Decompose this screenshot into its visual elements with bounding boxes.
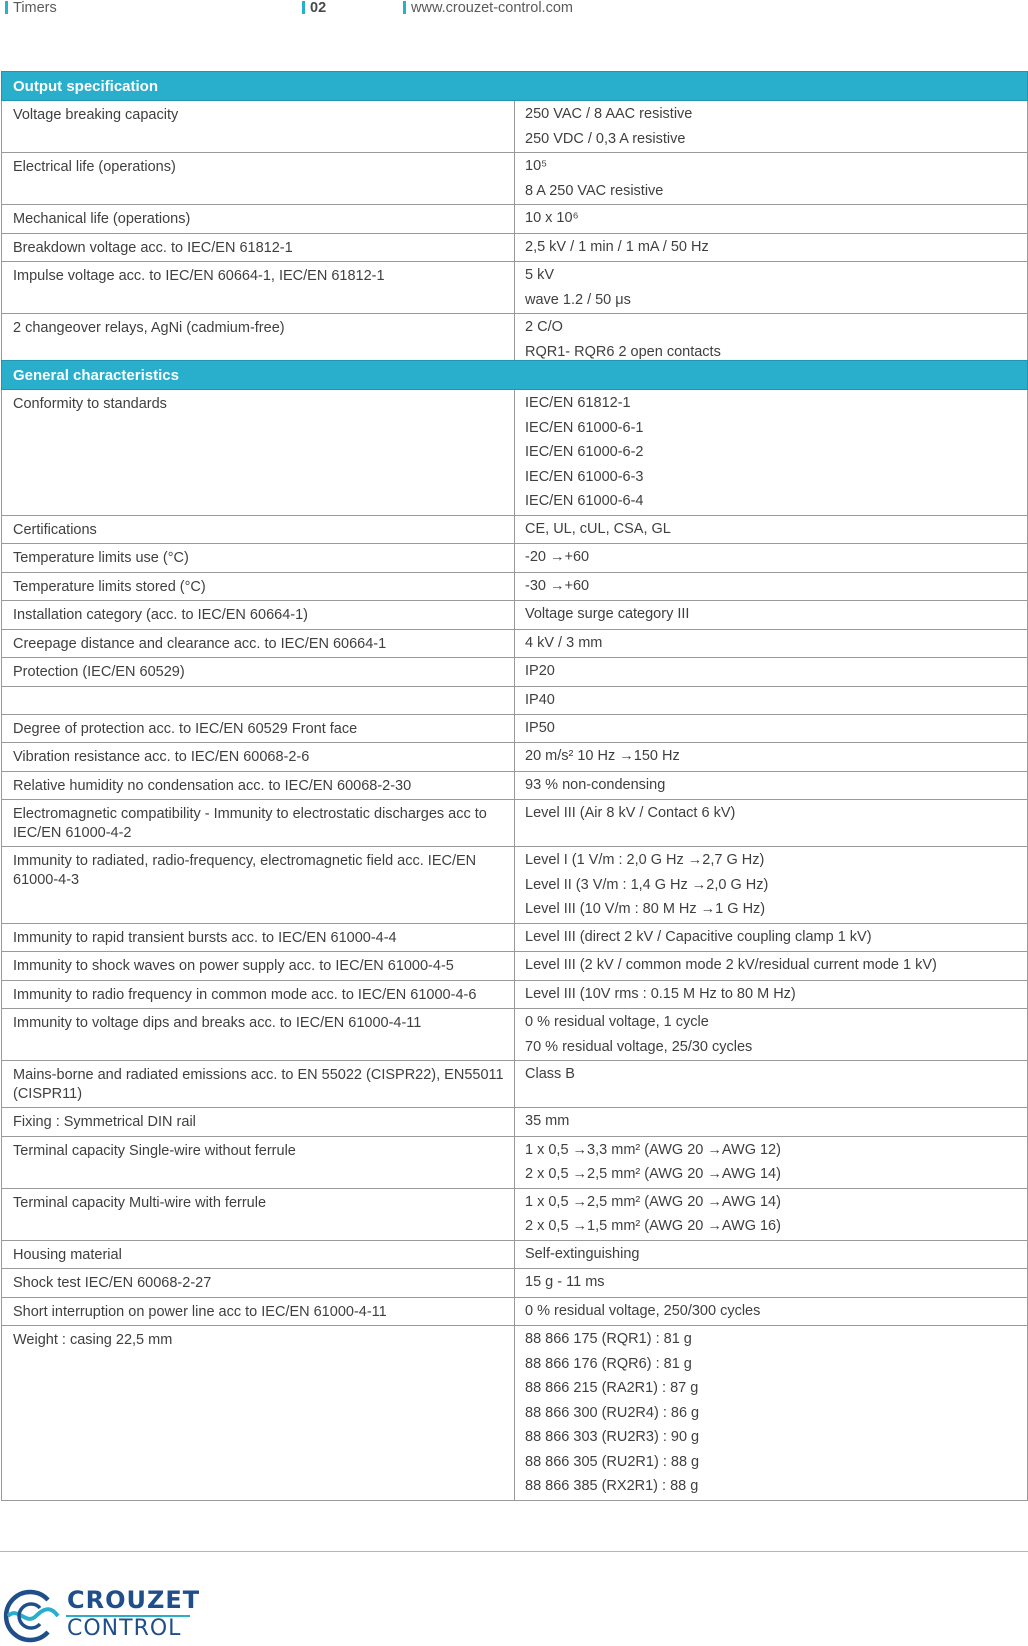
table-row — [2, 233, 1028, 262]
value-line: 2 x 0,5 →1,5 mm² (AWG 20 →AWG 16) — [525, 1218, 781, 1234]
table-row — [2, 923, 1028, 952]
value-line: 93 % non-condensing — [525, 776, 666, 793]
value-line: -30 →+60 — [525, 577, 590, 594]
page-header — [0, 0, 1028, 22]
value-line: wave 1.2 / 50 μs — [525, 291, 631, 308]
row-value — [515, 686, 1028, 714]
row-label: Creepage distance and clearance acc. to IEC/EN 60664-1 — [2, 629, 515, 658]
logo-brand-bottom: CONTROL — [67, 1616, 182, 1641]
row-label: Breakdown voltage acc. to IEC/EN 61812-1 — [2, 233, 515, 262]
row-value — [515, 980, 1028, 1009]
table-row — [2, 847, 1028, 924]
row-label: Temperature limits use (°C) — [2, 544, 515, 573]
row-label: Shock test IEC/EN 60068-2-27 — [2, 1269, 515, 1298]
value-line: 250 VAC / 8 AAC resistive — [525, 106, 693, 122]
row-value — [515, 262, 1028, 314]
value-line: IEC/EN 61000-6-2 — [525, 444, 644, 460]
value-line: IEC/EN 61000-6-1 — [525, 419, 644, 436]
row-label: Immunity to radiated, radio-frequency, electromagnetic field acc. IEC/EN 61000-4-3 — [2, 847, 515, 924]
value-line: 5 kV — [525, 267, 555, 283]
table-row — [2, 1326, 1028, 1501]
row-value — [515, 1136, 1028, 1188]
row-value — [515, 743, 1028, 772]
section-header — [2, 72, 1028, 101]
crouzet-logo — [0, 1586, 200, 1646]
row-value — [515, 1326, 1028, 1501]
row-label: Installation category (acc. to IEC/EN 60664-1) — [2, 601, 515, 630]
value-line: 35 mm — [525, 1113, 570, 1129]
row-value — [515, 847, 1028, 924]
table-row — [2, 572, 1028, 601]
table-row — [2, 686, 1028, 714]
row-value — [515, 1269, 1028, 1298]
value-line: 2 x 0,5 →2,5 mm² (AWG 20 →AWG 14) — [525, 1166, 781, 1182]
table-row — [2, 1061, 1028, 1108]
row-label — [2, 686, 515, 714]
header-website[interactable]: www.crouzet-control.com — [403, 0, 573, 16]
value-line: 20 m/s² 10 Hz →150 Hz — [525, 748, 680, 764]
row-label: Temperature limits stored (°C) — [2, 572, 515, 601]
row-label: Immunity to shock waves on power supply acc. to IEC/EN 61000-4-5 — [2, 952, 515, 981]
table-row — [2, 101, 1028, 153]
row-value — [515, 1297, 1028, 1326]
value-line: Level III (10 V/m : 80 M Hz →1 G Hz) — [525, 901, 766, 917]
row-value — [515, 153, 1028, 205]
table-row — [2, 743, 1028, 772]
row-label: Weight : casing 22,5 mm — [2, 1326, 515, 1501]
row-value — [515, 658, 1028, 687]
row-label: Fixing : Symmetrical DIN rail — [2, 1108, 515, 1137]
row-label: Housing material — [2, 1240, 515, 1269]
row-value — [515, 771, 1028, 800]
value-line: 88 866 385 (RX2R1) : 88 g — [525, 1478, 699, 1494]
value-line: 0 % residual voltage, 250/300 cycles — [525, 1302, 761, 1319]
row-label: Immunity to rapid transient bursts acc. to IEC/EN 61000-4-4 — [2, 923, 515, 952]
row-label: Conformity to standards — [2, 390, 515, 516]
value-line: 4 kV / 3 mm — [525, 634, 603, 651]
row-value — [515, 544, 1028, 573]
row-value — [515, 205, 1028, 234]
row-label: Vibration resistance acc. to IEC/EN 60068-2-6 — [2, 743, 515, 772]
row-value — [515, 390, 1028, 516]
table-row — [2, 544, 1028, 573]
table-row — [2, 262, 1028, 314]
value-line: 88 866 215 (RA2R1) : 87 g — [525, 1380, 699, 1396]
table-row — [2, 515, 1028, 544]
section-header — [2, 361, 1028, 390]
row-label: Terminal capacity Single-wire without ferrule — [2, 1136, 515, 1188]
row-value — [515, 1188, 1028, 1240]
row-value — [515, 1240, 1028, 1269]
value-line: 2 C/O — [525, 319, 563, 335]
table-row — [2, 601, 1028, 630]
row-value — [515, 952, 1028, 981]
row-label: Mechanical life (operations) — [2, 205, 515, 234]
value-line: 10 x 10⁶ — [525, 210, 579, 226]
row-value — [515, 629, 1028, 658]
value-line: 15 g - 11 ms — [525, 1274, 605, 1290]
value-line: Level III (Air 8 kV / Contact 6 kV) — [525, 805, 736, 821]
logo-brand-top: CROUZET — [67, 1586, 201, 1614]
value-line: 88 866 305 (RU2R1) : 88 g — [525, 1453, 700, 1470]
table-row — [2, 1297, 1028, 1326]
row-value — [515, 314, 1028, 366]
row-label: Mains-borne and radiated emissions acc. to EN 55022 (CISPR22), EN55011 (CISPR11) — [2, 1061, 515, 1108]
row-value — [515, 1108, 1028, 1137]
value-line: CE, UL, cUL, CSA, GL — [525, 520, 671, 537]
row-label: Certifications — [2, 515, 515, 544]
row-value — [515, 515, 1028, 544]
row-label: 2 changeover relays, AgNi (cadmium-free) — [2, 314, 515, 366]
value-line: 1 x 0,5 →3,3 mm² (AWG 20 →AWG 12) — [525, 1141, 781, 1158]
table-row — [2, 980, 1028, 1009]
value-line: 88 866 176 (RQR6) : 81 g — [525, 1355, 692, 1372]
row-value — [515, 572, 1028, 601]
row-label: Immunity to radio frequency in common mode acc. to IEC/EN 61000-4-6 — [2, 980, 515, 1009]
table-row — [2, 771, 1028, 800]
table-row — [2, 1009, 1028, 1061]
row-label: Relative humidity no condensation acc. to IEC/EN 60068-2-30 — [2, 771, 515, 800]
table-row — [2, 1240, 1028, 1269]
value-line: 70 % residual voltage, 25/30 cycles — [525, 1038, 753, 1055]
value-line: 88 866 300 (RU2R4) : 86 g — [525, 1404, 700, 1421]
footer-divider — [0, 1551, 1028, 1552]
value-line: 8 A 250 VAC resistive — [525, 182, 664, 199]
row-value — [515, 714, 1028, 743]
table-row — [2, 153, 1028, 205]
value-line: 0 % residual voltage, 1 cycle — [525, 1014, 709, 1030]
value-line: Voltage surge category III — [525, 606, 690, 622]
table-row — [2, 1269, 1028, 1298]
header-page-number: 02 — [302, 0, 326, 16]
table-row — [2, 714, 1028, 743]
table-row — [2, 658, 1028, 687]
row-value — [515, 1061, 1028, 1108]
table-row — [2, 1188, 1028, 1240]
value-line: IEC/EN 61000-6-3 — [525, 468, 644, 485]
crouzet-logo-icon — [0, 1586, 60, 1646]
value-line: Level III (direct 2 kV / Capacitive coupling clamp 1 kV) — [525, 928, 872, 945]
row-label: Impulse voltage acc. to IEC/EN 60664-1, IEC/EN 61812-1 — [2, 262, 515, 314]
header-section: Timers — [5, 0, 57, 16]
row-label: Degree of protection acc. to IEC/EN 60529 Front face — [2, 714, 515, 743]
table-row — [2, 952, 1028, 981]
value-line: 88 866 303 (RU2R3) : 90 g — [525, 1429, 700, 1445]
value-line: 1 x 0,5 →2,5 mm² (AWG 20 →AWG 14) — [525, 1193, 781, 1210]
value-line: IP40 — [525, 691, 555, 708]
value-line: IP50 — [525, 719, 555, 736]
table-row — [2, 390, 1028, 516]
value-line: RQR1- RQR6 2 open contacts — [525, 343, 721, 360]
row-label: Electrical life (operations) — [2, 153, 515, 205]
table-row — [2, 800, 1028, 847]
value-line: Level III (2 kV / common mode 2 kV/residual current mode 1 kV) — [525, 957, 937, 973]
table-row — [2, 629, 1028, 658]
value-line: 2,5 kV / 1 min / 1 mA / 50 Hz — [525, 238, 709, 255]
table-row — [2, 1108, 1028, 1137]
table-row — [2, 314, 1028, 366]
section-title: Output specification — [2, 72, 1028, 101]
value-line: IP20 — [525, 663, 555, 679]
row-value — [515, 101, 1028, 153]
value-line: -20 →+60 — [525, 549, 590, 565]
row-value — [515, 601, 1028, 630]
table-row — [2, 1136, 1028, 1188]
row-value — [515, 800, 1028, 847]
general-characteristics-table — [1, 360, 1028, 1501]
row-label: Short interruption on power line acc to IEC/EN 61000-4-11 — [2, 1297, 515, 1326]
row-label: Voltage breaking capacity — [2, 101, 515, 153]
output-specification-table — [1, 71, 1028, 366]
value-line: 88 866 175 (RQR1) : 81 g — [525, 1331, 692, 1347]
row-label: Electromagnetic compatibility - Immunity to electrostatic discharges acc to IEC/EN 61000-4-2 — [2, 800, 515, 847]
row-value — [515, 923, 1028, 952]
value-line: Class B — [525, 1066, 575, 1082]
value-line: Level II (3 V/m : 1,4 G Hz →2,0 G Hz) — [525, 876, 769, 893]
value-line: IEC/EN 61000-6-4 — [525, 493, 644, 509]
row-value — [515, 233, 1028, 262]
row-label: Immunity to voltage dips and breaks acc. to IEC/EN 61000-4-11 — [2, 1009, 515, 1061]
row-value — [515, 1009, 1028, 1061]
value-line: Self-extinguishing — [525, 1245, 640, 1262]
value-line: Level I (1 V/m : 2,0 G Hz →2,7 G Hz) — [525, 852, 765, 868]
table-row — [2, 205, 1028, 234]
value-line: IEC/EN 61812-1 — [525, 395, 631, 411]
section-title: General characteristics — [2, 361, 1028, 390]
row-label: Terminal capacity Multi-wire with ferrule — [2, 1188, 515, 1240]
value-line: Level III (10V rms : 0.15 M Hz to 80 M Hz) — [525, 985, 796, 1002]
value-line: 10⁵ — [525, 158, 548, 174]
row-label: Protection (IEC/EN 60529) — [2, 658, 515, 687]
value-line: 250 VDC / 0,3 A resistive — [525, 130, 686, 147]
